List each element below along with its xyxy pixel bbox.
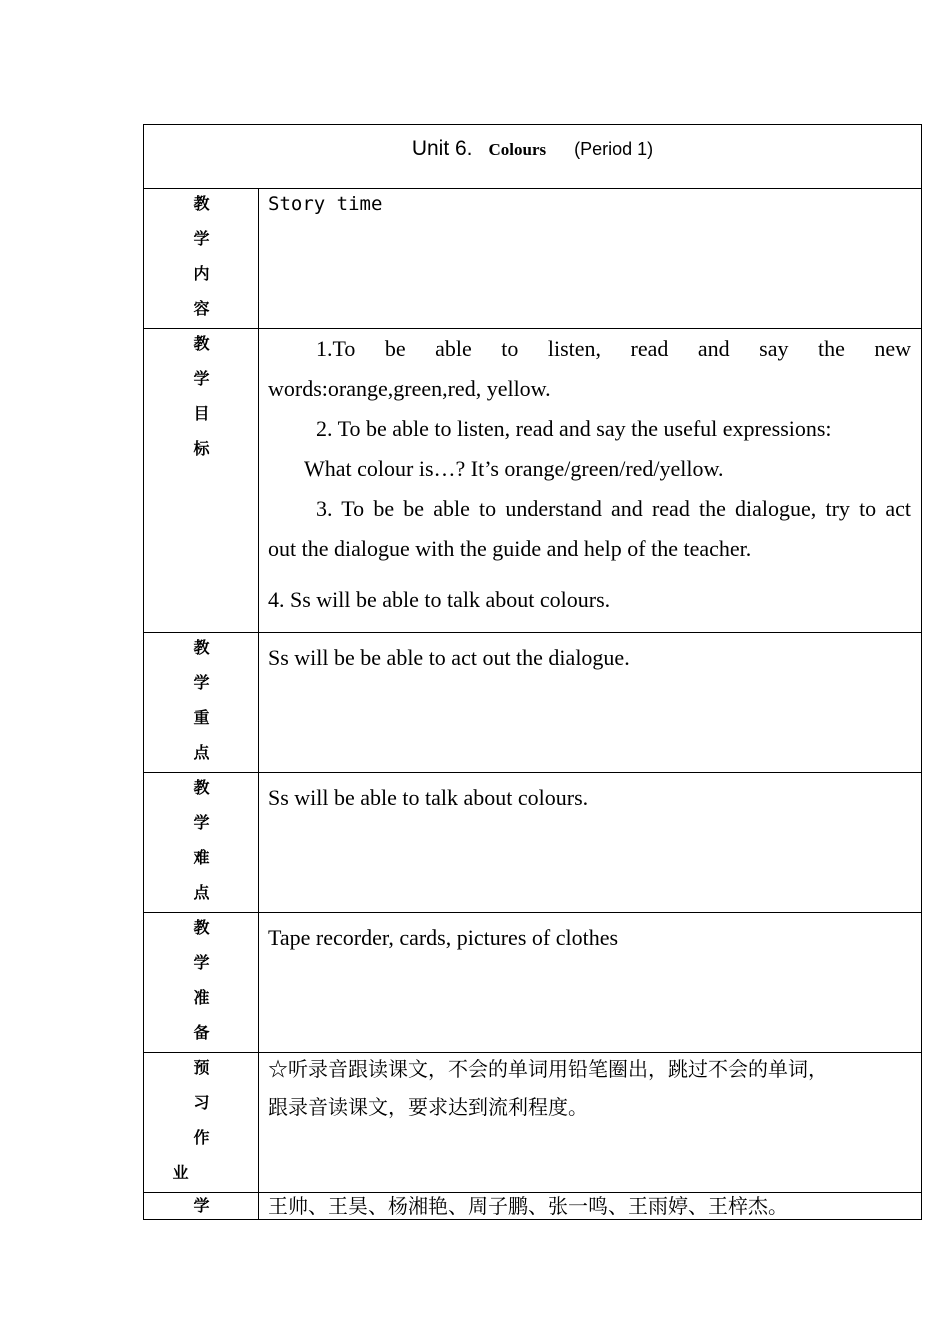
teaching-objectives-label [144, 329, 259, 632]
label-char: 重 [193, 708, 210, 727]
preparation-text: Tape recorder, cards, pictures of clothes [268, 925, 619, 950]
label-char: 学 [193, 953, 210, 972]
objective-line: words:orange,green,red, yellow. [268, 376, 551, 401]
label-char: 容 [193, 299, 210, 318]
students-row [144, 1193, 921, 1220]
page-title [144, 137, 921, 161]
label-char: 预 [193, 1058, 210, 1077]
preview-homework-row [144, 1053, 921, 1193]
objective-line: 2. To be able to listen, read and say the useful expressions: [316, 416, 832, 441]
teaching-content-row [144, 189, 921, 329]
title-unit: Unit 6. [411, 137, 473, 160]
label-char: 教 [193, 638, 210, 657]
preview-homework-label [144, 1053, 259, 1192]
preview-homework-line: 跟录音读课文，要求达到流利程度。 [268, 1095, 588, 1119]
difficulties-row [144, 773, 921, 913]
objective-line: out the dialogue with the guide and help of the teacher. [268, 536, 752, 561]
preparation-label [144, 913, 259, 1052]
key-points-text: Ss will be be able to act out the dialogue. [268, 645, 630, 670]
label-char: 教 [193, 334, 210, 353]
label-char: 教 [193, 918, 210, 937]
key-points-cell [259, 633, 921, 772]
objective-line: 3. To be be able to understand and read the dialogue, try to act [316, 496, 911, 521]
title-period: (Period 1) [574, 139, 654, 159]
label-char: 学 [193, 369, 210, 388]
label-char: 学 [193, 673, 210, 692]
students-label [144, 1193, 259, 1220]
objective-line: 1.To be able to listen, read and say the new [316, 336, 911, 361]
label-char: 目 [193, 404, 210, 423]
key-points-label [144, 633, 259, 772]
label-char: 教 [193, 194, 210, 213]
difficulties-label [144, 773, 259, 912]
label-char: 业 [172, 1163, 189, 1182]
label-char: 学 [193, 813, 210, 832]
teaching-objectives-cell [259, 329, 921, 632]
preview-homework-cell [259, 1053, 921, 1192]
label-char: 习 [193, 1093, 210, 1112]
label-char: 难 [193, 848, 210, 867]
teaching-content-cell [259, 189, 921, 328]
label-char: 作 [193, 1128, 210, 1147]
students-cell [259, 1193, 921, 1220]
title-topic: Colours [488, 140, 547, 159]
key-points-row [144, 633, 921, 773]
teaching-content-text: Story time [268, 193, 383, 215]
teaching-objectives-row [144, 329, 921, 633]
teaching-content-label [144, 189, 259, 328]
students-text: 王帅、王昊、杨湘艳、周子鹏、张一鸣、王雨婷、王梓杰。 [268, 1194, 788, 1218]
label-char: 点 [193, 883, 210, 902]
label-char: 点 [193, 743, 210, 762]
preview-homework-line: ☆听录音跟读课文，不会的单词用铅笔圈出，跳过不会的单词， [268, 1057, 828, 1081]
label-char: 教 [193, 778, 210, 797]
objective-line: 4. Ss will be able to talk about colours. [268, 587, 611, 612]
preparation-cell [259, 913, 921, 1052]
label-char: 准 [193, 988, 210, 1007]
label-char: 内 [193, 264, 210, 283]
difficulties-cell [259, 773, 921, 912]
label-char: 学 [193, 229, 210, 248]
difficulties-text: Ss will be able to talk about colours. [268, 785, 589, 810]
preparation-row [144, 913, 921, 1053]
lesson-plan-table [143, 124, 922, 1220]
objective-line: What colour is…? It’s orange/green/red/yellow. [304, 456, 724, 481]
label-char: 学 [193, 1196, 210, 1215]
title-row [144, 125, 921, 189]
label-char: 标 [193, 439, 210, 458]
label-char: 备 [193, 1023, 210, 1042]
